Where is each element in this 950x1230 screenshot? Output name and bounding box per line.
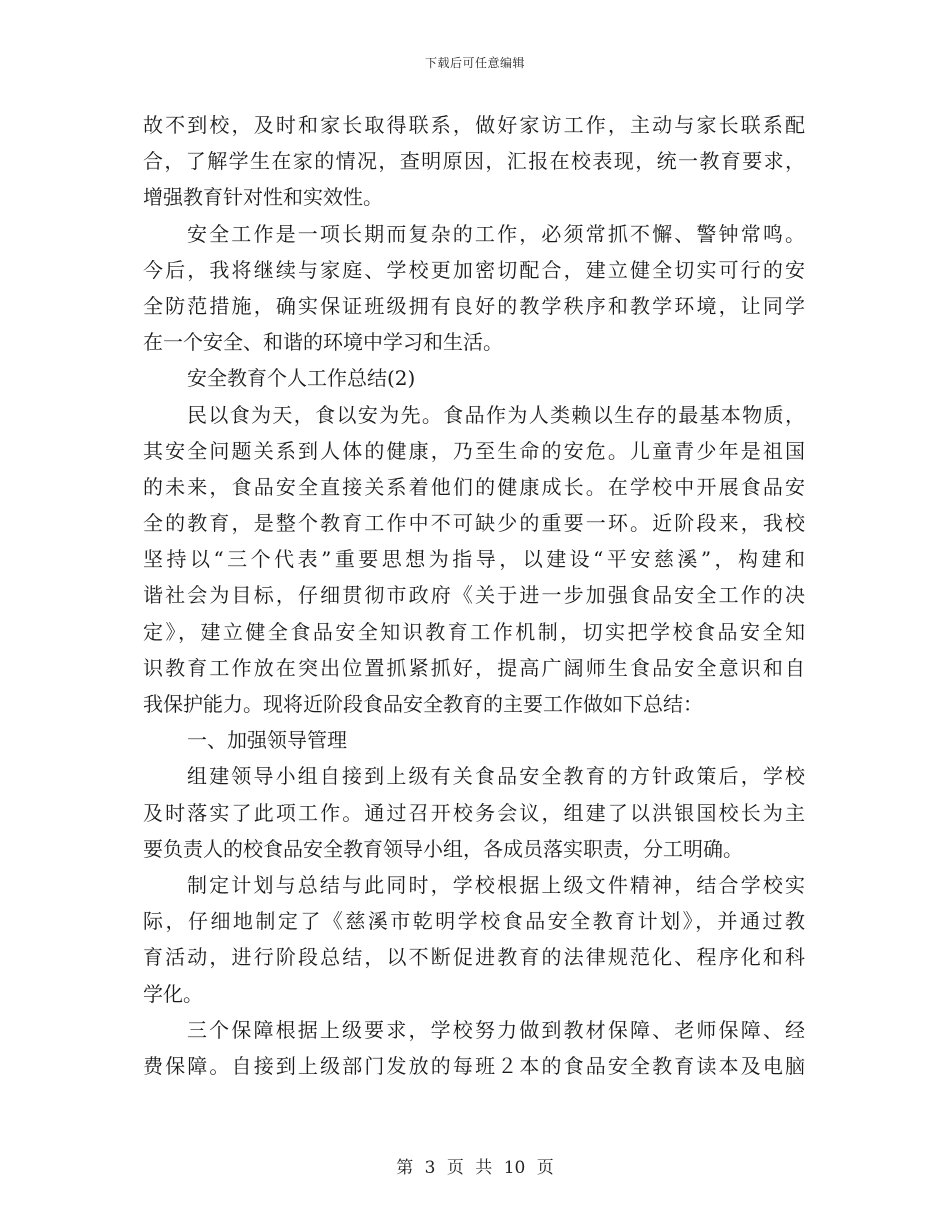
text-line: 三个保障根据上级要求，学校努力做到教材保障、老师保障、经 xyxy=(187,1017,805,1042)
text-line: 谐社会为目标，仔细贯彻市政府《关于进一步加强食品安全工作的决 xyxy=(143,583,805,608)
text-line: 育活动，进行阶段总结，以不断促进教育的法律规范化、程序化和科 xyxy=(143,945,805,970)
text-line: 组建领导小组自接到上级有关食品安全教育的方针政策后，学校 xyxy=(187,764,805,789)
page-footer: 第 3 页 共 10 页 xyxy=(396,1158,554,1178)
text-line: 坚持以“三个代表”重要思想为指导，以建设“平安慈溪”，构建和 xyxy=(143,547,805,572)
text-line: 我保护能力。现将近阶段食品安全教育的主要工作做如下总结： xyxy=(143,692,703,716)
text-line: 全防范措施，确实保证班级拥有良好的教学秩序和教学环境，让同学 xyxy=(143,293,805,318)
text-line: 费保障。自接到上级部门发放的每班２本的食品安全教育读本及电脑 xyxy=(143,1053,805,1078)
text-line: 合，了解学生在家的情况，查明原因，汇报在校表现，统一教育要求， xyxy=(143,149,805,174)
text-line: 安全工作是一项长期而复杂的工作，必须常抓不懈、警钟常鸣。 xyxy=(187,221,805,246)
text-line: 在一个安全、和谐的环境中学习和生活。 xyxy=(143,330,503,355)
text-line: 制定计划与总结与此同时，学校根据上级文件精神，结合学校实 xyxy=(187,872,805,897)
text-line: 一、加强领导管理 xyxy=(187,728,347,753)
text-line: 增强教育针对性和实效性。 xyxy=(143,185,383,210)
text-line: 学化。 xyxy=(143,981,203,1006)
document-body xyxy=(143,107,805,1084)
text-line: 今后，我将继续与家庭、学校更加密切配合，建立健全切实可行的安 xyxy=(143,257,805,282)
text-line: 定》，建立健全食品安全知识教育工作机制，切实把学校食品安全知 xyxy=(143,619,805,644)
text-line: 要负责人的校食品安全教育领导小组，各成员落实职责，分工明确。 xyxy=(143,836,743,861)
text-line: 际，仔细地制定了《慈溪市乾明学校食品安全教育计划》，并通过教 xyxy=(143,909,805,934)
page-header: 下载后可任意编辑 xyxy=(424,56,525,70)
text-line: 故不到校，及时和家长取得联系，做好家访工作，主动与家长联系配 xyxy=(143,113,805,137)
text-line: 其安全问题关系到人体的健康，乃至生命的安危。儿童青少年是祖国 xyxy=(143,438,805,463)
text-line: 全的教育，是整个教育工作中不可缺少的重要一环。近阶段来，我校 xyxy=(143,511,805,536)
text-line: 识教育工作放在突出位置抓紧抓好，提高广阔师生食品安全意识和自 xyxy=(143,655,805,680)
text-line: 民以食为天，食以安为先。食品作为人类赖以生存的最基本物质， xyxy=(187,402,805,427)
text-line: 的未来，食品安全直接关系着他们的健康成长。在学校中开展食品安 xyxy=(143,474,805,499)
text-line: 及时落实了此项工作。通过召开校务会议，组建了以洪银国校长为主 xyxy=(143,800,805,825)
text-line: 安全教育个人工作总结(2) xyxy=(187,366,416,391)
